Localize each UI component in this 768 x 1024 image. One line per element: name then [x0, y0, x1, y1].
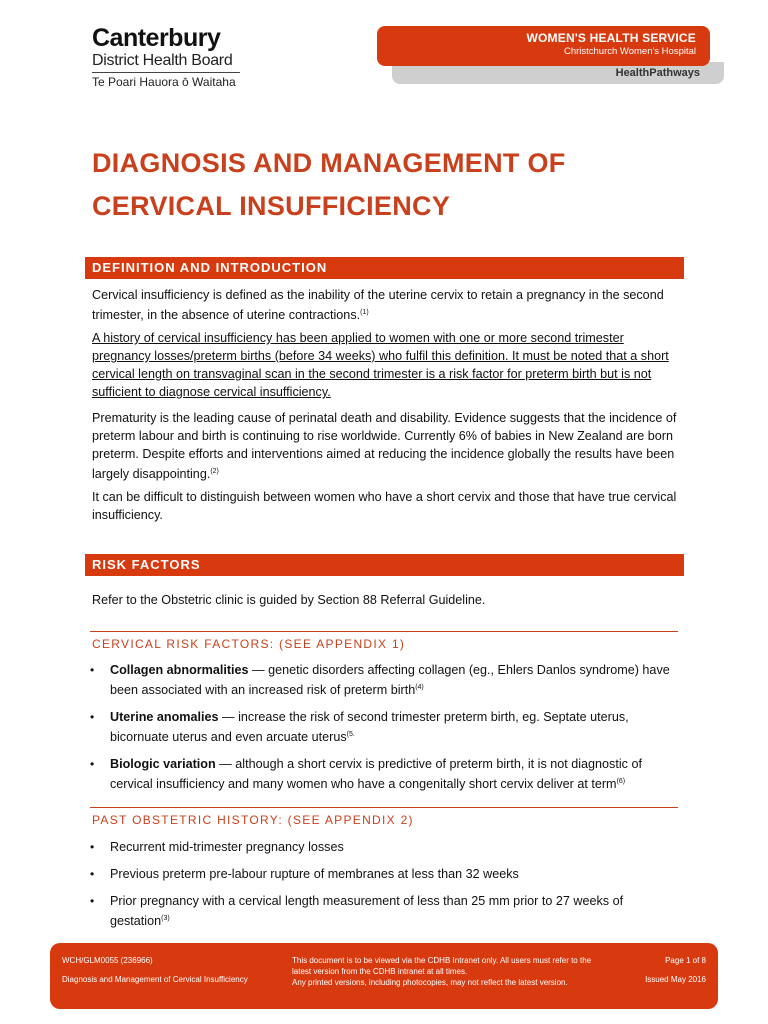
- item-ref: (3): [161, 915, 170, 922]
- logo-divider: [92, 72, 240, 73]
- footer-doc-title: Diagnosis and Management of Cervical Insufficiency: [62, 975, 248, 984]
- item-text: — although a short cervix is predictive of preterm birth, it is not diagnostic of cervical insufficiency and many women who have a congenitally short cervix deliver at term: [110, 757, 642, 792]
- item-ref: (4): [415, 684, 424, 691]
- subsection-rule: [90, 807, 678, 808]
- item-text: Recurrent mid-trimester pregnancy losses: [110, 840, 344, 854]
- footer-page-number: Page 1 of 8: [665, 956, 706, 965]
- item-text: Previous preterm pre-labour rupture of membranes at less than 32 weeks: [110, 867, 519, 881]
- bullet-icon: •: [90, 840, 95, 854]
- item-term: Uterine anomalies: [110, 710, 219, 725]
- subheading-cervical-risk: CERVICAL RISK FACTORS: (SEE APPENDIX 1): [92, 637, 406, 651]
- item-ref: (6): [616, 778, 626, 786]
- bullet-icon: •: [90, 710, 95, 725]
- section-heading-definition: DEFINITION AND INTRODUCTION: [85, 257, 684, 279]
- definition-p3-text: Prematurity is the leading cause of perinatal death and disability. Evidence suggests that the incidence of preterm labour and birth is continuing to rise worldwide. Currently 6% of babies in New Zealand are born preterm. Despite efforts and interventions aimed at reducing the incidence globally the results have been largely disappointing.: [92, 411, 677, 482]
- footer-notice-2: Any printed versions, including photocopies, may not reflect the latest version.: [292, 978, 568, 987]
- obstetric-history-list: [90, 838, 685, 939]
- list-item: [90, 708, 685, 746]
- service-name: WOMEN'S HEALTH SERVICE: [526, 31, 696, 45]
- page-footer: [50, 943, 718, 1009]
- definition-paragraph-2: A history of cervical insufficiency has been applied to women with one or more second trimester pregnancy losses/preterm births (before 34 weeks) who fulfil this definition. It must be noted that a short cervical length on transvaginal scan in the second trimester is a risk factor for preterm birth but is not sufficient to diagnose cervical insufficiency.: [92, 331, 669, 399]
- section-heading-risk-factors: RISK FACTORS: [85, 554, 684, 576]
- definition-p1-ref: (1): [360, 309, 369, 316]
- footer-doc-info: [62, 955, 262, 985]
- hospital-name: Christchurch Women's Hospital: [563, 46, 696, 57]
- cdhb-logo: [92, 24, 252, 89]
- definition-paragraph-1: [92, 286, 682, 324]
- logo-sub: District Health Board: [92, 52, 233, 69]
- healthpathways-label: HealthPathways: [615, 67, 700, 79]
- list-item: [90, 838, 685, 856]
- footer-notice-1: This document is to be viewed via the CDHB Intranet only. All users must refer to the latest version from the CDHB intranet at all times.: [292, 956, 592, 976]
- list-item: [90, 661, 685, 699]
- title-line-1: DIAGNOSIS AND MANAGEMENT OF: [92, 148, 566, 178]
- cervical-risk-list: [90, 661, 685, 803]
- footer-doc-id: WCH/GLM0055 (236966): [62, 956, 153, 965]
- definition-paragraph-4: It can be difficult to distinguish between women who have a short cervix and those that have true cervical insufficiency.: [92, 490, 677, 522]
- list-item: [90, 755, 685, 793]
- subheading-obstetric-history: PAST OBSTETRIC HISTORY: (SEE APPENDIX 2): [92, 813, 414, 827]
- title-line-2: CERVICAL INSUFFICIENCY: [92, 191, 451, 221]
- list-item: [90, 865, 685, 883]
- footer-notice: [292, 955, 592, 988]
- list-item: [90, 892, 685, 930]
- item-term: Collagen abnormalities: [110, 663, 249, 677]
- item-ref: (5.: [346, 731, 355, 739]
- risk-intro: Refer to the Obstetric clinic is guided by Section 88 Referral Guideline.: [92, 593, 486, 607]
- bullet-icon: •: [90, 663, 95, 677]
- definition-p1-text: Cervical insufficiency is defined as the inability of the uterine cervix to retain a pregnancy in the second trimester, in the absence of uterine contractions.: [92, 288, 664, 323]
- bullet-icon: •: [90, 894, 95, 908]
- logo-main: Canterbury: [92, 24, 221, 52]
- item-term: Biologic variation: [110, 757, 216, 772]
- bullet-icon: •: [90, 757, 95, 772]
- item-text: — genetic disorders affecting collagen (eg., Ehlers Danlos syndrome) have been associated with an increased risk of preterm birth: [110, 663, 670, 698]
- item-text: — increase the risk of second trimester preterm birth, eg. Septate uterus, bicornuate uterus and even arcuate uterus: [110, 710, 629, 745]
- subsection-rule: [90, 631, 678, 632]
- definition-paragraph-3: [92, 409, 682, 483]
- service-banner: [377, 26, 710, 66]
- bullet-icon: •: [90, 867, 95, 881]
- document-title: [92, 142, 692, 228]
- definition-p3-ref: (2): [210, 468, 219, 475]
- item-text: Prior pregnancy with a cervical length measurement of less than 25 mm prior to 27 weeks of gestation: [110, 894, 624, 929]
- footer-issued: Issued May 2016: [645, 975, 706, 984]
- footer-page-info: [596, 955, 706, 985]
- logo-maori: Te Poari Hauora ō Waitaha: [92, 75, 236, 89]
